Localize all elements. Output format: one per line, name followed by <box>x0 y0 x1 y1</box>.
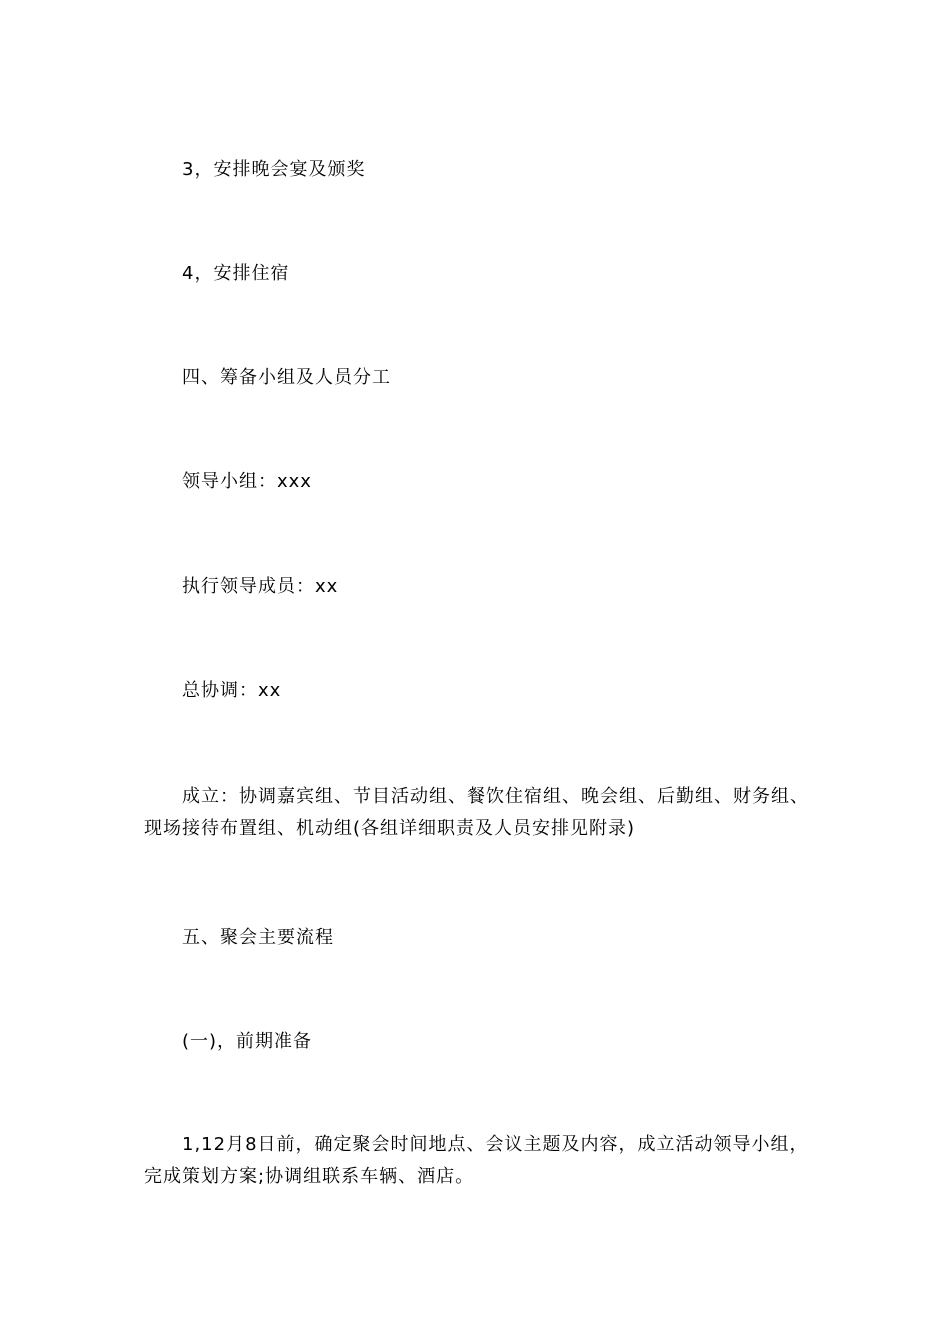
preparation-step-1-paragraph: 1,12月8日前，确定聚会时间地点、会议主题及内容，成立活动领导小组，完成策划方案;协调组联系车辆、酒店。 <box>144 1134 809 1187</box>
item-4-paragraph: 4，安排住宿 <box>182 263 290 284</box>
groups-established-paragraph: 成立：协调嘉宾组、节目活动组、餐饮住宿组、晚会组、后勤组、财务组、现场接待布置组、机动组(各组详细职责及人员安排见附录) <box>144 786 809 839</box>
item-3-paragraph: 3，安排晚会宴及颁奖 <box>182 159 366 180</box>
section-5-heading: 五、聚会主要流程 <box>182 927 334 948</box>
section-4-heading: 四、筹备小组及人员分工 <box>182 367 391 388</box>
executive-members-paragraph: 执行领导成员：xx <box>182 576 339 597</box>
coordinator-paragraph: 总协调：xx <box>182 680 282 701</box>
subsection-1-heading: (一)，前期准备 <box>182 1031 313 1052</box>
leadership-group-paragraph: 领导小组：xxx <box>182 471 312 492</box>
